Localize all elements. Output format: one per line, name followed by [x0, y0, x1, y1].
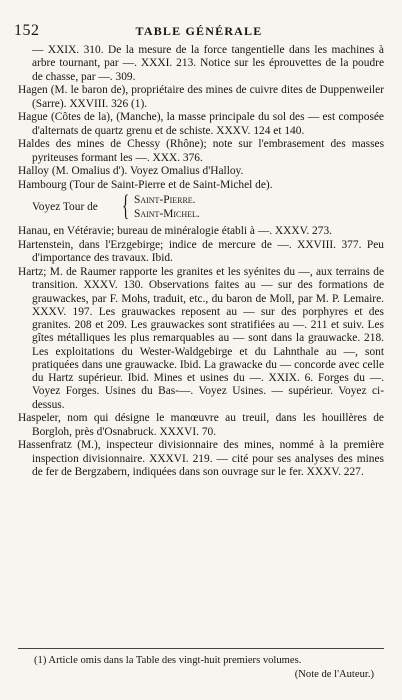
cross-reference-label: Voyez Tour de [32, 201, 98, 214]
curly-brace: { [122, 189, 130, 223]
index-entry: — XXIX. 310. De la mesure de la force tangentielle dans les machines à arbre tournant, par —. XXXI. 213. Notice sur les éprouvettes de la poudre de chasse, par —. 309. [32, 44, 384, 83]
running-title: TABLE GÉNÉRALE [135, 24, 263, 38]
cross-reference-brace [18, 189, 384, 223]
footnote-text: (1) Article omis dans la Table des vingt-huit premiers volumes. [34, 655, 302, 666]
index-entry: Hassenfratz (M.), inspecteur divisionnaire des mines, nommé à la première inspection divisionnaire. XXXVI. 219. — cité pour ses analyses des mines de fer de Bergzabern, indiquées dans son ouvrage sur le fer. XXXV. 227. [18, 439, 384, 478]
index-entry: Halloy (M. Omalius d'). Voyez Omalius d'Halloy. [18, 165, 244, 178]
index-entry: Hartz; M. de Raumer rapporte les granites et les syénites du —, aux terrains de transition. XXXV. 130. Observations faites au — sur des formations de grauwackes, par F. Mohs, traduit, etc., du baron de Moll, par M. P. Lemaire. XXXV. 197. Les grauwackes reposent au — sur des porphyres et des granites. 208 et 209. Les grauwackes sont stratifiées au —. 211 et suiv. Les gîtes métalliques les plus remarquables au — sont dans la grauwacke. 218. Les exploitations du Wester-Waldgebirge et du Lahnthale au —, sont pratiquées dans une grauwacke. Ibid. La grawacke du — concorde avec celle du Hartz supérieur. Ibid. Mines et usines du —. XXIX. 6. Forges du —. Voyez Forges. Usines du Bas-—. Voyez Usines. — supérieur. Voyez ci-dessus. [18, 266, 384, 411]
index-entry: Hartenstein, dans l'Erzgebirge; indice de mercure de —. XXVIII. 377. Peu d'importance des travaux. Ibid. [18, 239, 384, 265]
footnote-divider [18, 648, 384, 649]
index-entry: Hagen (M. le baron de), propriétaire des mines de cuivre dites de Duppenweiler (Sarre). XXVIII. 326 (1). [18, 84, 384, 110]
index-entry: Hambourg (Tour de Saint-Pierre et de Saint-Michel de). [18, 179, 273, 191]
footnote [18, 654, 384, 682]
index-entry: Hague (Côtes de la), (Manche), la masse principale du sol des — est composée d'alternats de quartz grenu et de schiste. XXXV. 124 et 140. [18, 111, 384, 137]
index-entry: Hanau, en Vétéravie; bureau de minéralogie établi à —. XXXV. 273. [18, 225, 332, 238]
index-entries [18, 44, 384, 480]
index-entry: Haldes des mines de Chessy (Rhône); note sur l'embrasement des masses pyriteuses formant les —. XXX. 376. [18, 138, 384, 164]
cross-reference-option: Saint-Pierre. [134, 194, 196, 207]
cross-reference-option: Saint-Michel. [134, 208, 200, 221]
footnote-signature: (Note de l'Auteur.) [294, 669, 374, 680]
page-number: 152 [14, 22, 40, 39]
page-header [14, 22, 384, 42]
index-entry: Haspeler, nom qui désigne le manœuvre au treuil, dans les houillères de Borgloh, près d'Osnabruck. XXXVI. 70. [18, 412, 384, 438]
